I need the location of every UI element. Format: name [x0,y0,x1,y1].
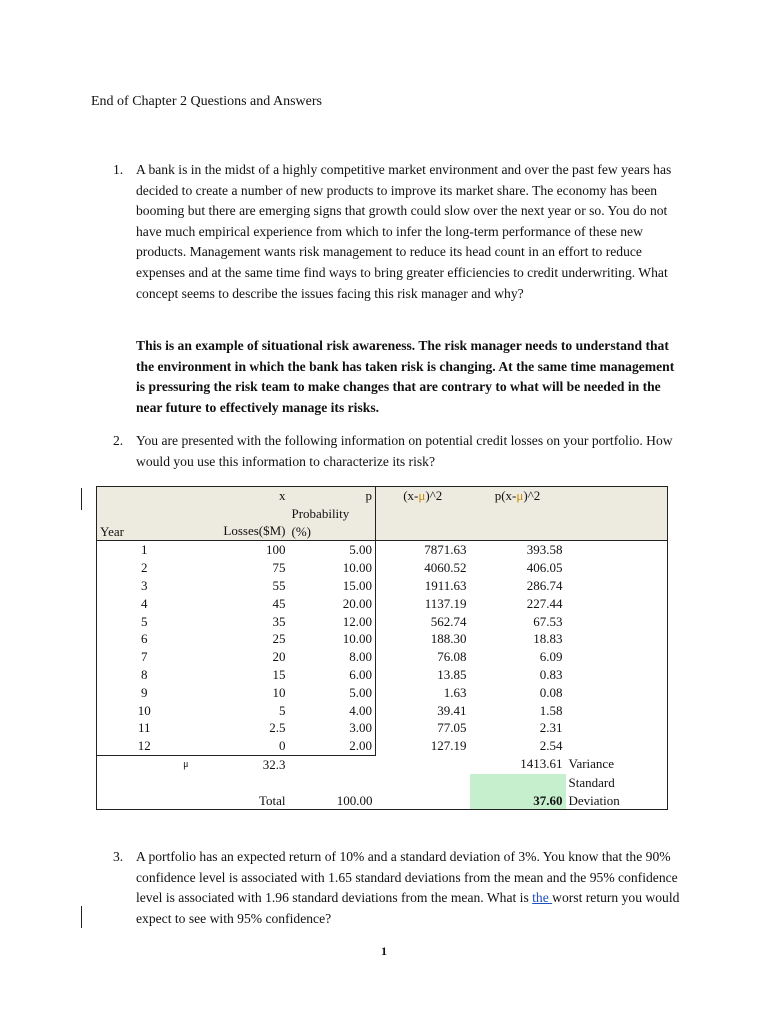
table-row [97,541,668,559]
table-row [97,702,668,720]
cell-year: 9 [97,684,192,702]
header-label-column [566,487,668,541]
total-label: Total [192,792,289,810]
cell-probability: 4.00 [289,702,376,720]
cell-loss: 25 [272,631,286,647]
cell-weighted-deviation: 1.58 [539,702,563,718]
header-weighted-deviation: p(x-μ)^2 [470,487,566,541]
cell-probability: 10.00 [289,559,376,577]
table-row-mean [97,755,668,773]
cell-probability: 20.00 [289,595,376,613]
question-3 [113,847,683,929]
cell-loss: 20 [272,649,286,665]
cell-weighted-deviation: 6.09 [539,649,563,665]
credit-losses-table [96,486,668,810]
cell-weighted-deviation: 2.54 [539,738,563,754]
mean-value: 32.3 [192,755,289,773]
table-row [97,630,668,648]
cell-loss: 0 [279,738,286,754]
header-losses: x Losses($M) [192,487,289,541]
mean-symbol: μ [97,755,192,773]
question-3-text: A portfolio has an expected return of 10% and a standard deviation of 3%. You know that the 90% confidence level is associated with 1.65 standard deviations from the mean and the 95% confidence level is associated with 1.96 standard deviations from the mean. What is the worst return you would expect to see with 95% confidence? [136,849,680,926]
cell-probability: 5.00 [289,684,376,702]
cell-weighted-deviation: 18.83 [533,631,563,647]
cell-year: 7 [97,648,192,666]
cell-year: 4 [97,595,192,613]
cell-probability: 6.00 [289,666,376,684]
question-3-number: 3. [113,849,124,864]
cell-probability: 12.00 [289,613,376,631]
cell-loss: 10 [272,684,286,700]
table-row [97,613,668,631]
cell-squared-deviation: 39.41 [437,702,467,718]
cell-empty [566,541,668,559]
cell-loss: 100 [266,542,286,558]
cell-squared-deviation: 1.63 [443,684,467,700]
cell-probability: 15.00 [289,577,376,595]
cell-weighted-deviation: 286.74 [526,577,563,593]
variance-value: 1413.61 [520,756,563,772]
cell-empty [566,595,668,613]
question-1-text: A bank is in the midst of a highly competitive market environment and over the past few years has decided to create a number of new products to improve its market share. The economy has been booming but there are emerging signs that growth could slow over the next year or so. You do not have much empirical experience from which to infer the long-term performance of these new products. Management wants risk management to reduce its head count in an effort to reduce expenses and at the same time find ways to bring greater efficiencies to credit underwriting. What concept seems to describe the issues facing this risk manager and why? [136,162,672,301]
std-value: 37.60 [470,792,566,810]
cell-probability: 2.00 [289,737,376,755]
question-2-number: 2. [113,433,124,448]
cell-probability: 8.00 [289,648,376,666]
cell-squared-deviation: 4060.52 [424,560,467,576]
cell-loss: 2.5 [269,720,286,736]
cell-squared-deviation: 562.74 [430,613,467,629]
cell-year: 12 [97,737,192,755]
cell-weighted-deviation: 0.08 [539,684,563,700]
cell-squared-deviation: 188.30 [430,631,467,647]
cell-probability: 3.00 [289,719,376,737]
cell-weighted-deviation: 2.31 [539,720,563,736]
total-probability: 100.00 [289,792,376,810]
cell-squared-deviation: 13.85 [437,666,467,682]
cell-weighted-deviation: 0.83 [539,666,563,682]
header-probability: p Probability (%) [289,487,376,541]
question-2-text: You are presented with the following information on potential credit losses on your portfolio. How would you use this information to characterize its risk? [136,433,673,469]
table-row [97,595,668,613]
table-row [97,719,668,737]
page-number: 1 [381,944,387,958]
cell-year: 10 [97,702,192,720]
hyperlink-the[interactable]: the [532,890,553,906]
cell-squared-deviation: 77.05 [437,720,467,736]
cell-weighted-deviation: 67.53 [533,613,563,629]
variance-label: Variance [566,755,668,773]
table-row [97,666,668,684]
cell-year: 2 [97,559,192,577]
cell-weighted-deviation: 406.05 [526,560,563,576]
answer-1: This is an example of situational risk awareness. The risk manager needs to understand that the environment in which the bank has taken risk is changing. At the same time management is pressuring the risk team to make changes that are contrary to what will be needed in the near future to effectively manage its risks. [136,338,675,415]
header-year: Year [97,487,192,541]
std-label-line-1: Standard [566,774,668,792]
cell-weighted-deviation: 227.44 [526,595,563,611]
cell-weighted-deviation: 393.58 [526,542,563,558]
cell-empty [566,719,668,737]
table-row [97,577,668,595]
question-1-number: 1. [113,162,124,177]
text-cursor-mark [81,488,82,510]
cell-empty [566,666,668,684]
cell-probability: 5.00 [289,541,376,559]
cell-squared-deviation: 7871.63 [424,542,467,558]
cell-probability: 10.00 [289,630,376,648]
document-title: End of Chapter 2 Questions and Answers [91,94,322,109]
cell-empty [566,613,668,631]
cell-loss: 35 [272,613,286,629]
cell-loss: 75 [272,560,286,576]
cell-year: 1 [97,541,192,559]
question-1 [113,160,683,304]
cell-empty [566,648,668,666]
cell-loss: 55 [272,577,286,593]
cell-empty [566,577,668,595]
table-row [97,737,668,755]
table-row [97,648,668,666]
cell-loss: 5 [279,702,286,718]
cell-empty [566,737,668,755]
table-header-row [97,487,668,541]
cell-squared-deviation: 127.19 [430,738,467,754]
table-row [97,559,668,577]
cell-year: 11 [97,719,192,737]
cell-empty [566,702,668,720]
table-row-std-label [97,774,668,792]
cell-year: 6 [97,630,192,648]
cell-year: 3 [97,577,192,595]
cell-squared-deviation: 1911.63 [424,577,467,593]
table-row [97,684,668,702]
cell-year: 8 [97,666,192,684]
cell-empty [566,559,668,577]
cell-squared-deviation: 1137.19 [424,595,467,611]
cell-loss: 45 [272,595,286,611]
cell-empty [566,630,668,648]
std-label-line-2: Deviation [566,792,668,810]
cell-squared-deviation: 76.08 [437,649,467,665]
text-cursor-mark-2 [81,906,82,928]
question-2 [113,431,683,472]
cell-year: 5 [97,613,192,631]
header-squared-deviation: (x-μ)^2 [376,487,470,541]
cell-loss: 15 [272,666,286,682]
cell-empty [566,684,668,702]
table-row-total [97,792,668,810]
